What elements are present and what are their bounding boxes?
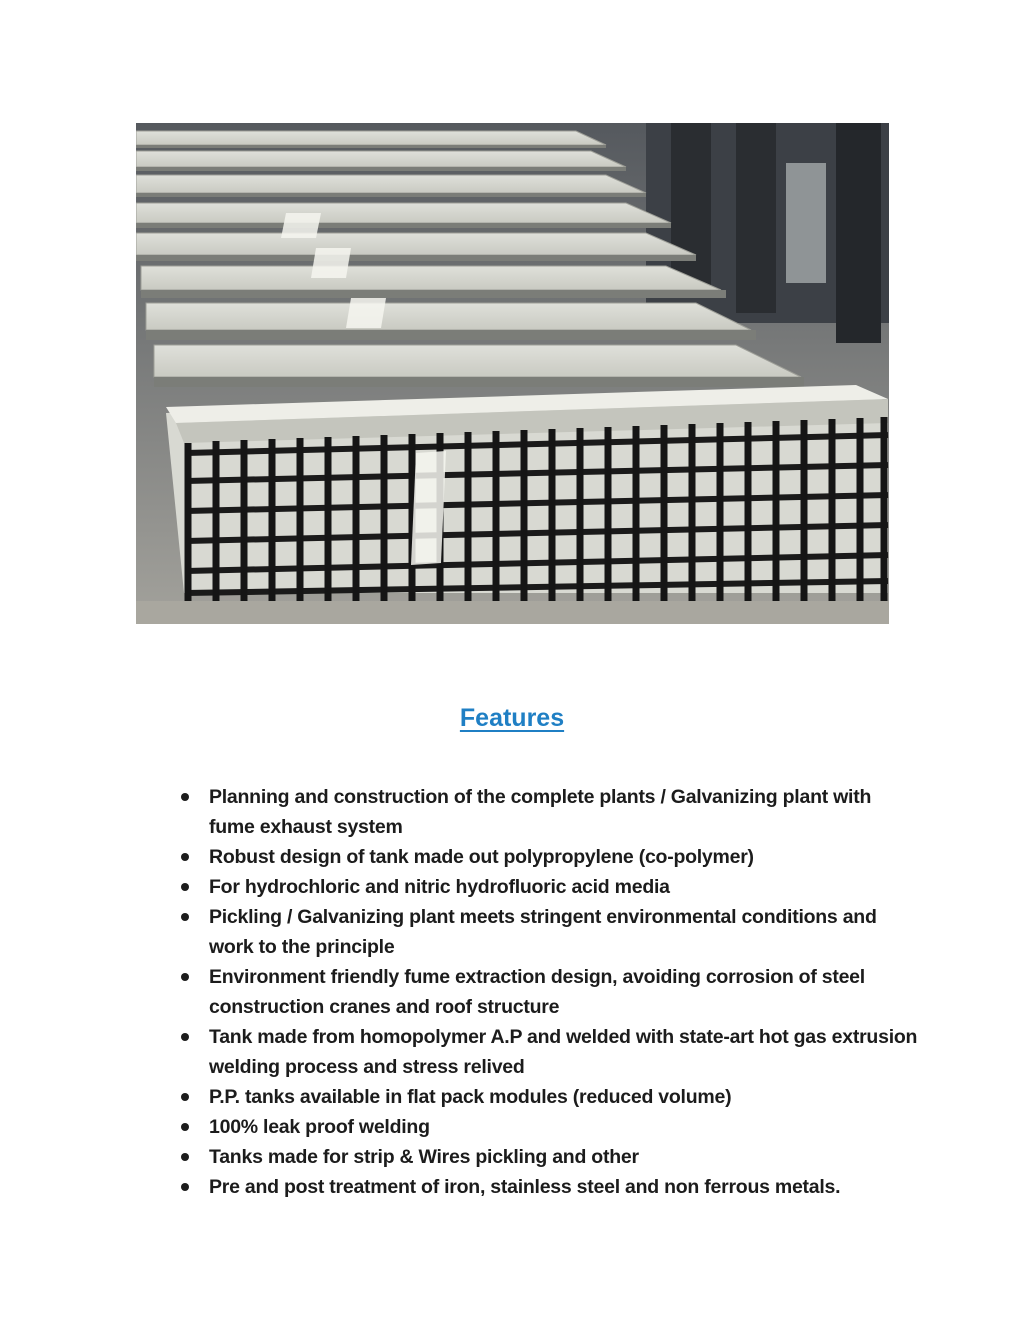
features-list [180, 782, 920, 1202]
list-item: Robust design of tank made out polypropylene (co-polymer) [180, 842, 920, 872]
features-heading: Features [459, 704, 565, 732]
bullet-icon [181, 853, 189, 861]
bullet-icon [181, 1033, 189, 1041]
bullet-icon [181, 1153, 189, 1161]
bullet-icon [181, 883, 189, 891]
bullet-icon [181, 1183, 189, 1191]
list-item: Tank made from homopolymer A.P and welded with state-art hot gas extrusion welding process and stress relived [180, 1022, 920, 1082]
list-item: Pre and post treatment of iron, stainless steel and non ferrous metals. [180, 1172, 920, 1202]
bullet-icon [181, 1093, 189, 1101]
list-item: Pickling / Galvanizing plant meets stringent environmental conditions and work to the principle [180, 902, 920, 962]
list-item: Planning and construction of the complete plants / Galvanizing plant with fume exhaust system [180, 782, 920, 842]
bullet-icon [181, 973, 189, 981]
list-item: 100% leak proof welding [180, 1112, 920, 1142]
list-item: P.P. tanks available in flat pack modules (reduced volume) [180, 1082, 920, 1112]
list-item: For hydrochloric and nitric hydrofluoric acid media [180, 872, 920, 902]
bullet-icon [181, 1123, 189, 1131]
bullet-icon [181, 793, 189, 801]
list-item: Tanks made for strip & Wires pickling and other [180, 1142, 920, 1172]
plant-photo-icon [136, 123, 889, 624]
list-item: Environment friendly fume extraction design, avoiding corrosion of steel construction cranes and roof structure [180, 962, 920, 1022]
bullet-icon [181, 913, 189, 921]
plant-photo [136, 123, 889, 624]
